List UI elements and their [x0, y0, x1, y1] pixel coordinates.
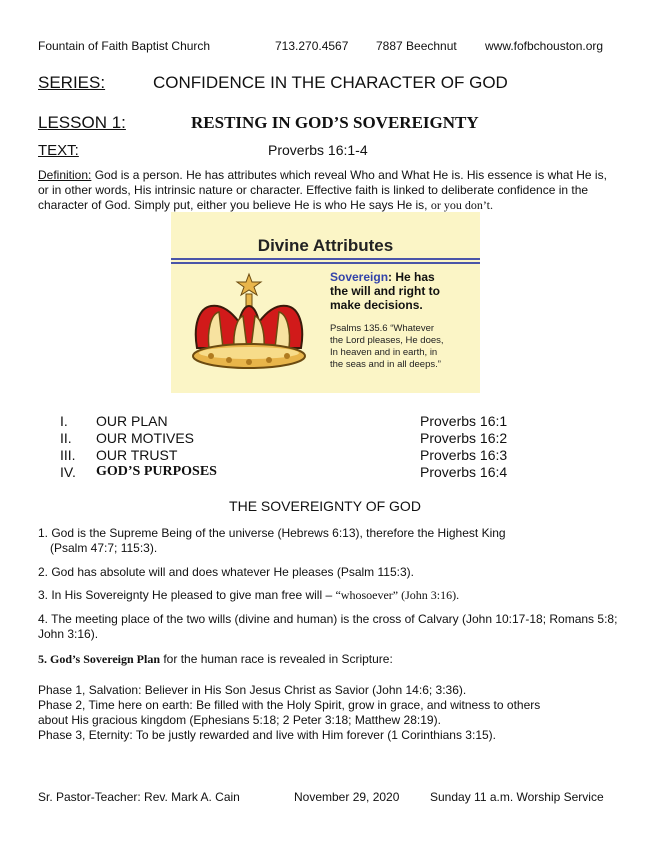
point-5 — [38, 652, 393, 667]
church-address: 7887 Beechnut — [376, 39, 457, 53]
outline-item-1 — [60, 413, 520, 430]
phases — [38, 683, 540, 743]
lesson-label: LESSON 1: — [38, 113, 126, 132]
text-label: TEXT: — [38, 142, 79, 159]
definition-label: Definition: — [38, 168, 92, 182]
outline-title: GOD’S PURPOSES — [96, 464, 217, 479]
outline-title: OUR PLAN — [96, 413, 168, 429]
church-phone: 713.270.4567 — [275, 39, 349, 53]
banner-definition-line1: : He has — [388, 270, 435, 284]
outline-reference: Proverbs 16:1 — [420, 413, 508, 429]
footer-pastor: Sr. Pastor-Teacher: Rev. Mark A. Cain — [38, 790, 240, 804]
outline-title: OUR TRUST — [96, 447, 178, 463]
point-4: 4. The meeting place of the two wills (divine and human) is the cross of Calvary (John 10:17-18; Romans 5:8; John 3:16). — [38, 612, 618, 641]
phase-2-line1: Phase 2, Time here on earth: Be filled with the Holy Spirit, grow in grace, and witness to others — [38, 698, 541, 712]
point-3-whosoever: “whosoever” (John 3:16). — [335, 588, 460, 602]
outline-title: OUR MOTIVES — [96, 430, 195, 446]
banner-definition-line2: the will and right to — [330, 284, 440, 298]
series-label: SERIES: — [38, 73, 106, 92]
banner-verse-line3: In heaven and in earth, in — [330, 347, 438, 358]
phase-2-line2: about His gracious kingdom (Ephesians 5:18; 2 Peter 3:18; Matthew 28:19). — [38, 713, 441, 727]
point-1 — [38, 526, 506, 556]
outline-item-3 — [60, 447, 520, 464]
outline-number: I. — [60, 413, 68, 429]
outline-item-2 — [60, 430, 520, 447]
outline-number: III. — [60, 447, 76, 463]
banner-rule-top — [171, 258, 480, 260]
point-1-line1: 1. God is the Supreme Being of the universe (Hebrews 6:13), therefore the Highest King — [38, 526, 506, 540]
banner-verse-line2: the Lord pleases, He does, — [330, 335, 444, 346]
lesson-title: RESTING IN GOD’S SOVEREIGNTY — [191, 113, 479, 132]
point-5-heading: 5. God’s Sovereign Plan — [38, 652, 161, 666]
point-5-text: for the human race is revealed in Scripture: — [160, 652, 393, 666]
outline-number: IV. — [60, 464, 76, 480]
outline-reference: Proverbs 16:3 — [420, 447, 508, 463]
banner-verse — [330, 323, 444, 371]
section-title: THE SOVEREIGNTY OF GOD — [229, 498, 421, 514]
banner-title: Divine Attributes — [257, 236, 394, 255]
divine-attributes-banner — [171, 212, 480, 393]
point-2: 2. God has absolute will and does whatever He pleases (Psalm 115:3). — [38, 565, 414, 579]
crown-icon — [189, 270, 309, 375]
point-1-line2: (Psalm 47:7; 115:3). — [50, 541, 158, 555]
church-website[interactable]: www.fofbchouston.org — [485, 39, 604, 53]
banner-definition — [330, 270, 440, 312]
banner-definition-line3: make decisions. — [330, 298, 423, 312]
definition-body: God is a person. He has attributes which reveal Who and What He is. His essence is what He is, or in other words, His intrinsic nature or character. Effective faith is linked to deliberate confidence in the character of God. Simply put, either you believe He is who He says He is, — [38, 168, 607, 212]
church-name: Fountain of Faith Baptist Church — [38, 39, 211, 53]
outline-item-4 — [60, 464, 520, 481]
definition-ending: or you don’t. — [430, 198, 493, 212]
phase-1: Phase 1, Salvation: Believer in His Son Jesus Christ as Savior (John 14:6; 3:36). — [38, 683, 467, 697]
footer-date: November 29, 2020 — [294, 790, 400, 804]
series-title: CONFIDENCE IN THE CHARACTER OF GOD — [153, 73, 508, 92]
phase-3: Phase 3, Eternity: To be justly rewarded and live with Him forever (1 Corinthians 3:15). — [38, 728, 496, 742]
point-3 — [38, 588, 459, 603]
definition-paragraph — [38, 168, 618, 213]
text-reference: Proverbs 16:1-4 — [268, 142, 368, 158]
point-3-text: 3. In His Sovereignty He pleased to give man free will – — [38, 588, 336, 602]
banner-verse-line4: the seas and in all deeps.” — [330, 359, 441, 370]
outline-reference: Proverbs 16:4 — [420, 464, 508, 480]
outline-number: II. — [60, 430, 72, 446]
banner-verse-line1: Psalms 135.6 “Whatever — [330, 323, 435, 334]
footer-service: Sunday 11 a.m. Worship Service — [430, 790, 604, 804]
outline-reference: Proverbs 16:2 — [420, 430, 508, 446]
banner-rule-bottom — [171, 262, 480, 264]
banner-keyword: Sovereign — [330, 270, 389, 284]
